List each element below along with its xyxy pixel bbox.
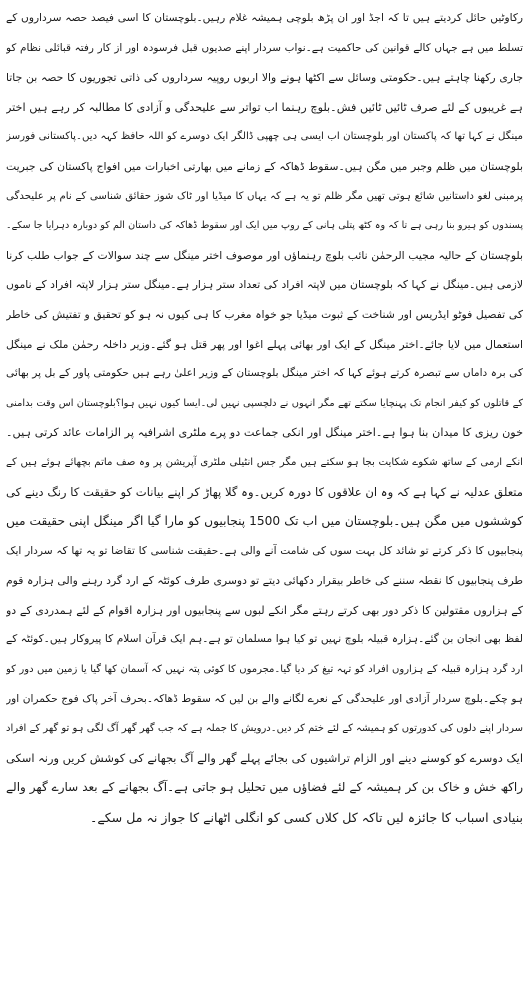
article-line: کی برہ داماں سے تبصرہ کرتے ہوئے کہا کہ اختر مینگل بلوچستان کے وزیر اعلیٰ رہے ہیں حکومتی پاور کے بل پر بھائی [6, 367, 523, 380]
article-line: لازمی ہیں۔مینگل نے کہا کہ بلوچستان میں لاپتہ افراد کی تعداد ستر ہزار ہے۔مینگل ستر ہزار لاپتہ افراد کے ناموں [6, 278, 523, 292]
article-line: کے قاتلوں کو کیفر انجام تک پہنچایا سکتے تھے مگر انہوں نے دلچسپی نہیں لی۔ایسا کیوں نہیں ہوا؟بلوچستان اس وقت بدامنی [6, 397, 523, 409]
article-line: کی تفصیل فوٹو ایڈریس اور شناخت کے ثبوت میڈیا جو خواہ مغرب کا ہی کیوں نہ ہو کو تحقیق و تفتیش کی خاطر [6, 307, 523, 321]
article-line: ہے غریبوں کے لئے صرف ٹائیں ٹائیں فش۔بلوچ رہنما اب تواتر سے علیحدگی و آزادی کا مطالبہ کر رہے ہیں اختر [6, 100, 523, 114]
article-line-last: بنیادی اسباب کا جائزہ لیں تاکہ کل کلاں کسی کو انگلی اٹھانے کا جواز نہ مل سکے۔ [89, 810, 523, 826]
article-line: پسندوں کو ہیرو بنا رہی ہے تا کہ وہ کٹھ پتلی ہانی کے روپ میں ایک اور سقوط ڈھاکہ کی داستان الم کو دوبارہ دہرایا جا سکے۔ [6, 220, 523, 232]
article-line: طرف پنجابیوں کا نقطہ سننے کی خاطر بیقرار دکھائی دیتے تو دوسری طرف کوئٹہ کے ارد گرد رہنے والی ہزارہ قوم [6, 574, 523, 588]
article-line: ارد گرد ہزارہ قبیلہ کے ہزاروں افراد کو تہہ تیغ کر دیا گیا۔مجرموں کا کوئی پتہ نہیں کہ آسمان کھا گیا یا زمین میں دور کو [6, 664, 523, 676]
article-line: پرمبنی لغو داستانیں شائع ہوتی تھیں مگر ظلم تو یہ ہے کہ یہاں کا میڈیا اور ٹاک شوز حقائق شناسی کے نام پر علیحدگی [6, 190, 523, 202]
article-line: خون ریزی کا میدان بنا ہوا ہے۔اختر مینگل اور انکی جماعت دو پرے ملٹری اشرافیہ پر الزامات عائد کرتی ہیں۔ [6, 426, 523, 440]
article-line: تسلط میں ہے جہاں کالے قوانین کی حاکمیت ہے۔نواب سردار اپنے صدیوں قبل فرسودہ اور از کار رفتہ قبائلی نظام کو [6, 41, 523, 54]
article-line: پنجابیوں کا ذکر کرتے تو شائد کل بہت سوں کی شامت آنے والی ہے۔حقیقت شناسی کا تقاضا تو یہ تھا کہ سردار ایک [6, 544, 523, 557]
article-line: رکاوٹیں حائل کردیتے ہیں تا کہ اجڈ اور ان پڑھ بلوچی ہمیشہ غلام رہیں۔بلوچستان کا اسی فیصد حصہ سرداروں کے [6, 12, 523, 24]
article-line: جاری رکھنا چاہتے ہیں۔حکومتی وسائل سے اکٹھا ہونے والا اربوں روپیہ سرداروں کی ذاتی تجوریوں کا حصہ بن جاتا [6, 71, 523, 85]
article-line: راکھ خش و خاک بن کر ہمیشہ کے لئے فضاؤں میں تحلیل ہو جاتی ہے۔آگ بجھانے کے بعد سارے گھر والے [6, 780, 523, 795]
article-line: مینگل نے کہا تھا کہ پاکستان اور بلوچستان اب ایسی ہی چھپی ڈالگر ایک دوسرے کو اللہ حافظ کہہ دیں۔پاکستانی فورسز [6, 131, 523, 143]
article-line: لفظ بھی انجان بن گئے۔ہزارہ قبیلہ بلوچ نہیں تو کیا ہوا مسلمان تو ہے۔ہم ایک قرآن اسلام کا پیروکار ہیں۔کوئٹہ کے [6, 633, 523, 646]
article-line: استعمال میں لایا جائے۔اختر مینگل کے ایک اور بھائی پہلے اغوا اور پھر قتل ہو گئے۔وزیر داخلہ رحمٰن ملک نے مینگل [6, 337, 523, 351]
article-line: متعلق عدلیہ نے کہا ہے کہ وہ ان علاقوں کا دورہ کریں۔وہ گلا پھاڑ کر اپنے بیانات کو حقیقت کا رنگ دینے کی [6, 484, 523, 499]
article-line: انکے ارمی کے ساتھ شکوے شکایت بجا ہو سکتے ہیں مگر جس انٹیلی ملٹری آپریشن پر وہ صف ماتم بچھائے ہوئے ہیں کے [6, 456, 523, 468]
article-line: ہو چکے۔بلوچ سردار آزادی اور علیحدگی کے نعرے لگانے والے بن لیں کہ سقوط ڈھاکہ۔بحرف آخر پاک فوج حکمران اور [6, 692, 523, 705]
article-line: کوششوں میں مگن ہیں۔بلوچستان میں اب تک 1500 پنجابیوں کو مارا گیا اگر مینگل اپنی حقیقت میں [6, 514, 523, 529]
article-line: بلوچستان میں ظلم وجبر میں مگن ہیں۔سقوط ڈھاکہ کے زمانے میں بھارتی اخبارات میں افواج پاکستان کی جبریت [6, 159, 523, 173]
article-line: سردار اپنے دلوں کی کدورتوں کو ہمیشہ کے لئے ختم کر دیں۔درویش کا جملہ ہے کہ جب گھر گھر آگ لگی ہو تو گھر کے افراد [6, 723, 523, 735]
article-line: بلوچستان کے حالیہ مجیب الرحمٰن نائب بلوچ رہنماؤں اور موصوف اختر مینگل سے چند سوالات کے جواب طلب کرنا [6, 248, 523, 262]
article-line: ایک دوسرے کو کوسنے دینے اور الزام تراشیوں کی بجائے پہلے گھر والے آگ بجھانے کی کوشش کریں ورنہ اسکی [6, 750, 523, 765]
article-line: کے ہزاروں مقتولین کا ذکر دور بھی کرتے رہتے مگر انکے لبوں سے پنجابیوں اور ہزارہ اقوام کے لئے ہمدردی کے دو [6, 603, 523, 617]
